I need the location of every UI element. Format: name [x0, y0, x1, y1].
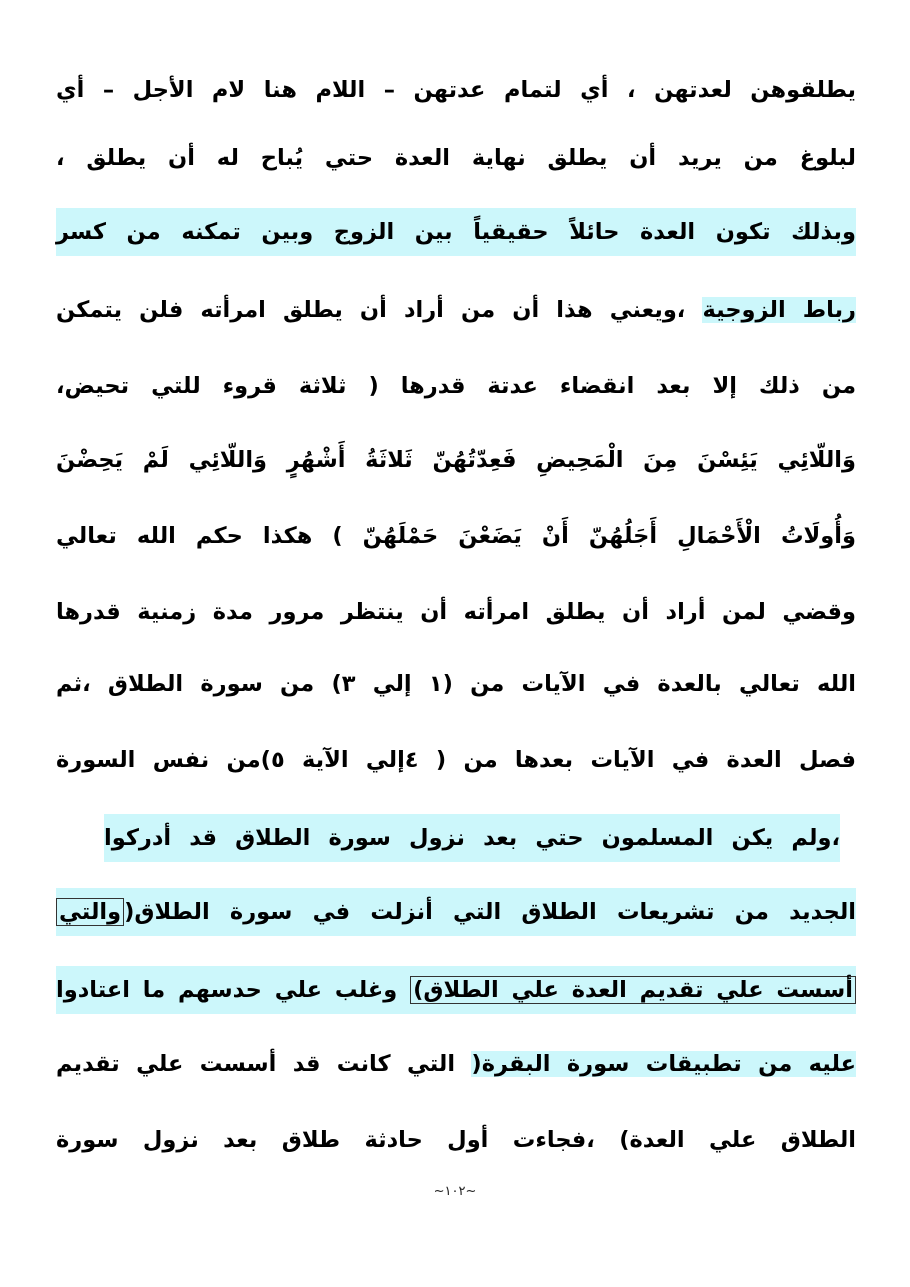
- line-4-highlight: رباط الزوجية: [702, 297, 857, 323]
- line-5-text: من ذلك إلا بعد انقضاء عدتة قدرها ( ثلاثة قروء للتي تحيض،: [56, 373, 856, 399]
- line-14-text: التي كانت قد أسست علي تقديم: [56, 1051, 472, 1077]
- line-2-text: لبلوغ من يريد أن يطلق نهاية العدة حتي يُباح له أن يطلق ،: [56, 145, 856, 171]
- text-line-8: [56, 588, 856, 636]
- line-6-text: وَاللّائِي يَئِسْنَ مِنَ الْمَحِيضِ فَعِدّتُهُنّ ثَلاثَةُ أَشْهُرٍ وَاللّائِي لَمْ يَحِضْنَ: [56, 447, 856, 473]
- text-line-5: [56, 362, 856, 410]
- text-line-2: [56, 134, 856, 182]
- line-4-text: ،ويعني هذا أن من أراد أن يطلق امرأته فلن يتمكن: [56, 297, 703, 323]
- line-1-text: يطلقوهن لعدتهن ، أي لتمام عدتهن – اللام هنا لام الأجل – أي: [56, 77, 856, 103]
- line-11-text: ،ولم يكن المسلمون حتي بعد نزول سورة الطلاق قد أدركوا: [104, 825, 840, 851]
- text-line-11: [104, 814, 840, 862]
- text-line-7: [56, 512, 856, 560]
- text-line-12: [56, 888, 856, 936]
- line-8-text: وقضي لمن أراد أن يطلق امرأته أن ينتظر مرور مدة زمنية قدرها: [56, 599, 856, 625]
- line-10-text: فصل العدة في الآيات بعدها من ( ٤إلي الآية ٥)من نفس السورة: [56, 747, 856, 773]
- line-9-text: الله تعالي بالعدة في الآيات من (١ إلي ٣) من سورة الطلاق ،ثم: [56, 671, 856, 697]
- text-line-4: [56, 286, 856, 334]
- line-3-text: وبذلك تكون العدة حائلاً حقيقياً بين الزوج وبين تمكنه من كسر: [56, 219, 856, 245]
- page-number: ~١٠٢~: [433, 1184, 477, 1199]
- line-14-highlight: عليه من تطبيقات سورة البقرة(: [471, 1051, 856, 1077]
- text-line-6: [56, 436, 856, 484]
- text-line-13: [56, 966, 856, 1014]
- text-line-1: [56, 66, 856, 114]
- line-12-text: الجديد من تشريعات الطلاق التي أنزلت في سورة الطلاق(: [124, 899, 856, 925]
- line-7-text: وَأُولَاتُ الْأَحْمَالِ أَجَلُهُنّ أَنْ يَضَعْنَ حَمْلَهُنّ ) هكذا حكم الله تعالي: [56, 523, 856, 549]
- line-13-text: وغلب علي حدسهم ما اعتادوا: [56, 977, 411, 1003]
- line-13-boxed: أسست علي تقديم العدة علي الطلاق): [410, 976, 856, 1004]
- text-line-15: [56, 1116, 856, 1164]
- text-line-9: [56, 660, 856, 708]
- text-line-3: [56, 208, 856, 256]
- text-line-10: [56, 736, 856, 784]
- line-15-text: الطلاق علي العدة) ،فجاءت أول حادثة طلاق بعد نزول سورة: [56, 1127, 856, 1153]
- line-12-boxed: والتي: [56, 898, 124, 926]
- text-line-14: [56, 1040, 856, 1088]
